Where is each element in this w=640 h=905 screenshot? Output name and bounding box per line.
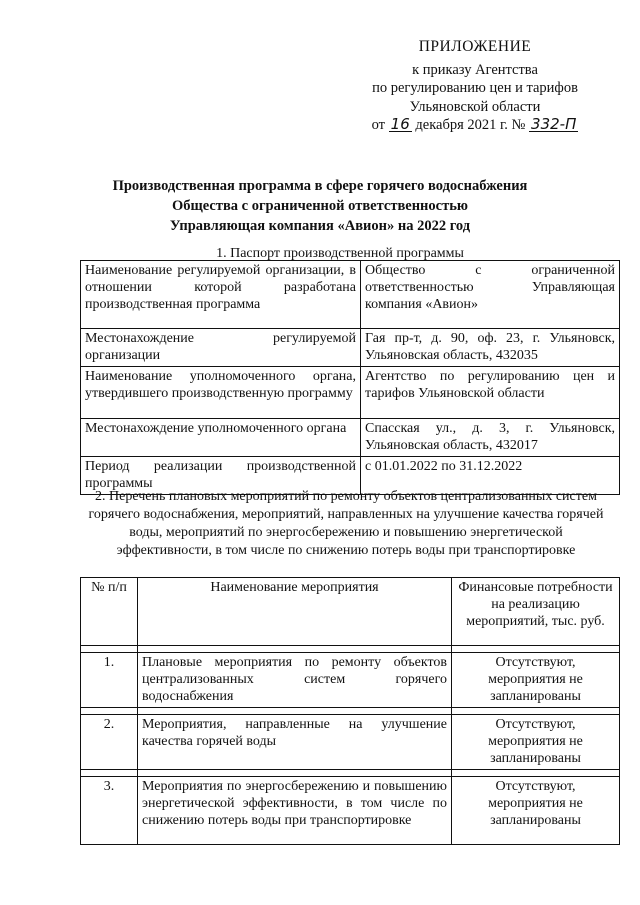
table-spacer xyxy=(81,770,620,777)
table-row xyxy=(81,777,620,845)
order-date-line xyxy=(330,116,620,135)
title-line-1: Производственная программа в сфере горячего водоснабжения xyxy=(112,178,528,194)
passport-key: Местонахождение уполномоченного органа xyxy=(81,419,361,457)
passport-key: Период реализации производственной программы xyxy=(81,457,361,495)
passport-key: Наименование уполномоченного органа, утвердившего производственную программу xyxy=(81,367,361,419)
measure-financing: Отсутствуют, мероприятия не запланированы xyxy=(452,777,620,845)
table-row xyxy=(81,653,620,708)
passport-value: Спасская ул., д. 3, г. Ульяновск, Ульяновская область, 432017 xyxy=(361,419,620,457)
table-row xyxy=(81,261,620,329)
row-number: 3. xyxy=(81,777,138,845)
appendix-line-2: по регулированию цен и тарифов xyxy=(372,80,578,96)
document-title xyxy=(60,176,580,236)
table-header-row xyxy=(81,578,620,646)
row-number: 2. xyxy=(81,715,138,770)
measures-table xyxy=(80,577,620,845)
passport-key: Местонахождение регулируемой организации xyxy=(81,329,361,367)
passport-value: Общество с ограниченной ответственностью Управляющая компания «Авион» xyxy=(361,261,620,329)
section-2-heading: 2. Перечень плановых мероприятий по ремонту объектов централизованных систем горячего водоснабжения, мероприятий, направленных на улучшение качества горячей воды, мероприятий по энергосбережению и повышению энергетической эффективности, в том числе по снижению потерь воды при транспортировке xyxy=(88,489,604,558)
measure-name: Мероприятия по энергосбережению и повышению энергетической эффективности, в том числе по снижению потерь воды при транспортировке xyxy=(138,777,452,845)
date-rest: декабря 2021 г. № xyxy=(415,117,526,133)
appendix-line-3: Ульяновской области xyxy=(409,98,541,115)
table-spacer xyxy=(81,646,620,653)
passport-value: Агентство по регулированию цен и тарифов Ульяновской области xyxy=(361,367,620,419)
date-day-handwritten: 16 xyxy=(390,115,410,133)
table-row xyxy=(81,329,620,367)
measure-financing: Отсутствуют, мероприятия не запланированы xyxy=(452,715,620,770)
column-header-num: № п/п xyxy=(81,578,138,646)
table-row xyxy=(81,715,620,770)
column-header-financing: Финансовые потребности на реализацию мероприятий, тыс. руб. xyxy=(452,578,620,646)
table-row xyxy=(81,419,620,457)
appendix-heading: ПРИЛОЖЕНИЕ xyxy=(418,38,532,55)
appendix-line-1: к приказу Агентства xyxy=(412,61,538,78)
title-line-3: Управляющая компания «Авион» на 2022 год xyxy=(169,218,471,234)
row-number: 1. xyxy=(81,653,138,708)
section-1-heading: 1. Паспорт производственной программы xyxy=(216,246,464,261)
column-header-name: Наименование мероприятия xyxy=(138,578,452,646)
order-number-handwritten: 332-П xyxy=(531,115,577,133)
table-row xyxy=(81,367,620,419)
passport-key: Наименование регулируемой организации, в отношении которой разработана производственная программа xyxy=(81,261,361,329)
measure-financing: Отсутствуют, мероприятия не запланированы xyxy=(452,653,620,708)
title-line-2: Общества с ограниченной ответственностью xyxy=(172,198,468,214)
passport-value: Гая пр-т, д. 90, оф. 23, г. Ульяновск, Ульяновская область, 432035 xyxy=(361,329,620,367)
passport-value: с 01.01.2022 по 31.12.2022 xyxy=(361,457,620,495)
appendix-block xyxy=(330,38,620,135)
measure-name: Мероприятия, направленные на улучшение качества горячей воды xyxy=(138,715,452,770)
table-spacer xyxy=(81,708,620,715)
passport-table xyxy=(80,260,620,495)
date-prefix: от xyxy=(371,117,386,133)
measure-name: Плановые мероприятия по ремонту объектов централизованных систем горячего водоснабжения xyxy=(138,653,452,708)
